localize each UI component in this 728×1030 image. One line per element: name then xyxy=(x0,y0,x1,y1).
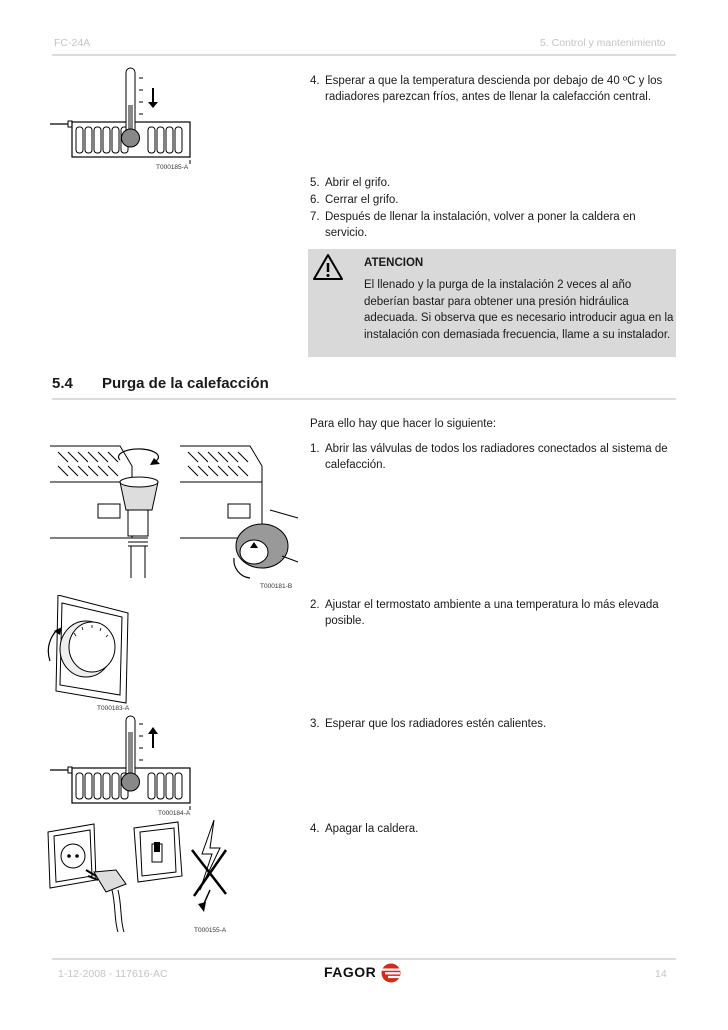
step-text: Ajustar el termostato ambiente a una temperatura lo más elevada posible. xyxy=(325,599,659,627)
footer-doc-date: 1-12-2008 - 117616-AC xyxy=(58,968,168,980)
step-4-cool xyxy=(310,73,680,105)
socket-switch-power-off-icon xyxy=(42,820,242,932)
radiator-cooling-figure xyxy=(50,60,200,175)
header-rule xyxy=(52,54,676,56)
radiator-thermometer-down-icon xyxy=(50,60,200,175)
footer-rule xyxy=(52,958,676,960)
step-number: 2. xyxy=(310,599,320,611)
figure-label: T000183-A xyxy=(97,705,130,712)
step-text: Abrir el grifo. xyxy=(325,177,391,189)
fagor-logo xyxy=(318,961,408,985)
step-4-turn-off xyxy=(310,821,680,837)
step-number: 4. xyxy=(310,75,320,87)
warning-text: El llenado y la purga de la instalación 2 veces al año deberían bastar para obtener una presión hidráulica adecuada. Si observa que es necesario introducir agua en la instalación con demasiada frecuencia, llame a su instalador. xyxy=(364,279,674,341)
step-number: 5. xyxy=(310,177,320,189)
room-thermostat-figure xyxy=(42,595,142,715)
fagor-logo-icon xyxy=(380,963,402,983)
step-number: 1. xyxy=(310,443,320,455)
radiator-heating-figure xyxy=(50,712,200,822)
step-number: 3. xyxy=(310,718,320,730)
step-5-open-tap xyxy=(310,175,680,191)
logo-wordmark: FAGOR xyxy=(324,964,377,980)
figure-label: T000185-A xyxy=(156,164,189,171)
power-off-figure xyxy=(42,820,242,940)
section-number: 5.4 xyxy=(52,375,73,392)
step-number: 6. xyxy=(310,194,320,206)
step-number: 7. xyxy=(310,211,320,223)
step-text: Abrir las válvulas de todos los radiadores conectados al sistema de calefacción. xyxy=(325,443,668,471)
radiator-valve-open-icon xyxy=(50,438,300,590)
section-rule xyxy=(52,398,676,400)
header-section: 5. Control y mantenimiento xyxy=(540,37,666,49)
figure-label: T000155-A xyxy=(194,927,227,934)
thermostat-dial-icon xyxy=(42,595,142,707)
page-number: 14 xyxy=(655,968,667,980)
step-text: Cerrar el grifo. xyxy=(325,194,399,206)
step-text: Esperar a que la temperatura descienda por debajo de 40 ºC y los radiadores parezcan fríos, antes de llenar la calefacción central. xyxy=(325,75,663,103)
step-text: Después de llenar la instalación, volver a poner la caldera en servicio. xyxy=(325,211,636,239)
step-text: Esperar que los radiadores estén calientes. xyxy=(325,718,547,730)
step-text: Apagar la caldera. xyxy=(325,823,419,835)
figure-label: T000184-A xyxy=(158,810,191,817)
step-7-restart xyxy=(310,209,680,241)
step-3-wait-hot xyxy=(310,716,680,732)
radiator-valves-figure xyxy=(50,438,300,590)
header-doc-code: FC-24A xyxy=(54,37,91,49)
section-title: Purga de la calefacción xyxy=(102,375,269,392)
radiator-thermometer-up-icon xyxy=(50,712,200,822)
figure-label: T000181-B xyxy=(260,583,293,590)
step-2-thermostat xyxy=(310,597,680,629)
step-number: 4. xyxy=(310,823,320,835)
section-intro: Para ello hay que hacer lo siguiente: xyxy=(310,418,497,430)
step-6-close-tap xyxy=(310,192,680,208)
warning-title: ATENCION xyxy=(364,257,424,269)
warning-triangle-icon xyxy=(312,253,344,281)
warning-box xyxy=(308,249,676,357)
step-1-open-valves xyxy=(310,441,680,473)
